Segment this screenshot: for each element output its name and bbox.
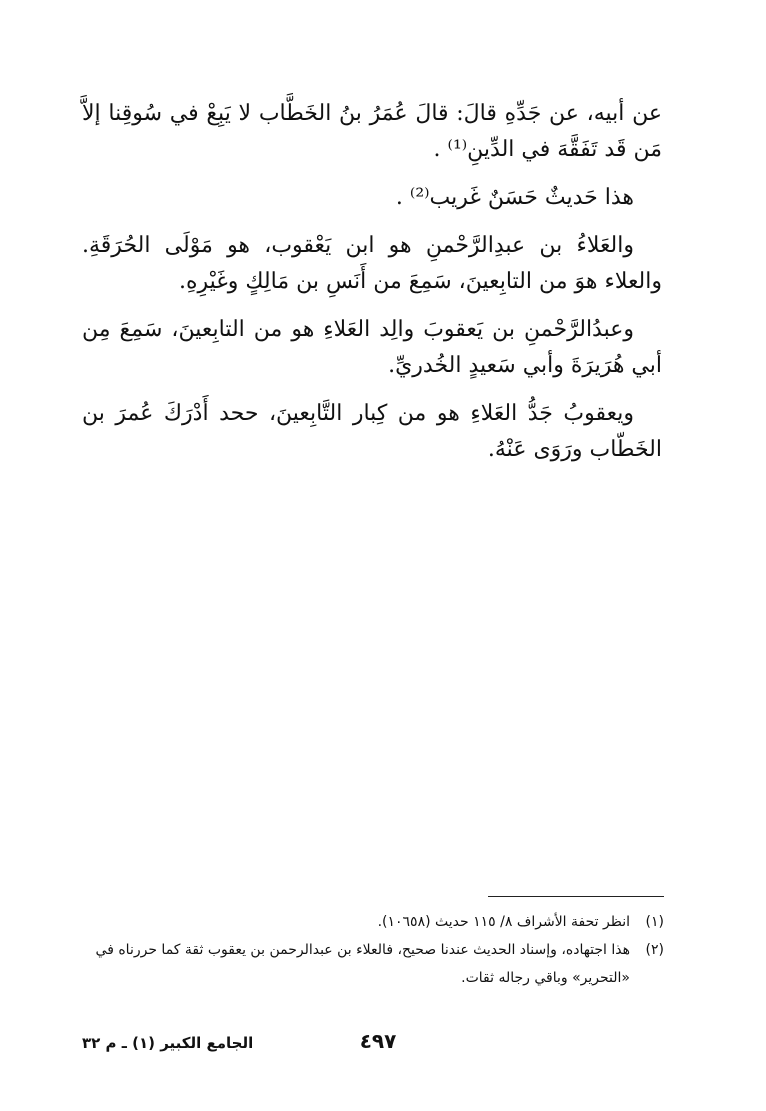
page-number: ٤٩٧ [359,1029,397,1053]
paragraph-5: ويعقوبُ جَدُّ العَلاءِ هو من كِبار التَّابِعينَ، ححد أَدْرَكَ عُمرَ بن الخَطّاب ورَوَى عَنْهُ. [82,401,662,462]
book-reference: الجامع الكبير (١) ـ م ٣٢ [82,1034,254,1052]
paragraph-1: عن أبيه، عن جَدِّهِ قالَ: قالَ عُمَرُ بنُ الخَطَّاب لا يَبِعْ في سُوقِنا إلاَّ مَن قَد تَفَقَّهَ في الدِّينِ⁽¹⁾ . [82,101,662,162]
paragraph-2: هذا حَديثٌ حَسَنٌ غَريب⁽²⁾ . [395,185,634,210]
footnote-1 [82,908,664,936]
main-text [82,96,662,480]
footnote-number: (١) [645,914,664,930]
paragraph-4: وعبدُالرَّحْمنِ بن يَعقوبَ والِد العَلاءِ هو من التابِعينَ، سَمِعَ مِن أبي هُرَيرَةَ وأبي سَعيدٍ الخُدريِّ. [82,317,662,378]
paragraph-3: والعَلاءُ بن عبدِالرَّحْمنِ هو ابن يَعْقوب، هو مَوْلَى الحُرَقَةِ. والعلاء هوَ من التابِعينَ، سَمِعَ من أَنَسِ بن مَالِكٍ وغَيْرِهِ. [82,233,662,294]
footnote-text: انظر تحفة الأشراف ٨/ ١١٥ حديث (١٠٦٥٨). [377,914,630,930]
footnote-number: (٢) [645,942,664,958]
footnote-2 [82,936,664,992]
footnote-divider [488,896,664,897]
footnote-text: هذا اجتهاده، وإسناد الحديث عندنا صحيح، فالعلاء بن عبدالرحمن بن يعقوب ثقة كما حررناه في «التحرير» وباقي رجاله ثقات. [95,942,630,986]
footnotes [82,908,664,992]
